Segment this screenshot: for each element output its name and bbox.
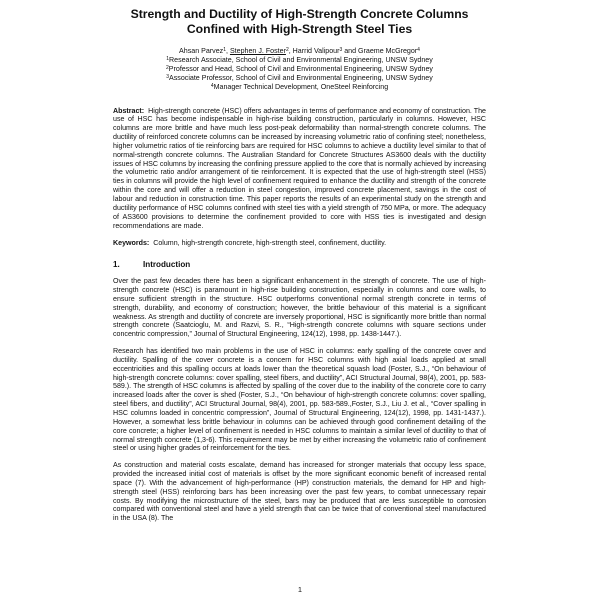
section-number: 1. (113, 260, 120, 270)
author-superscript: 2 (285, 47, 289, 53)
affiliation (113, 65, 486, 74)
affiliation-superscript: 3 (166, 73, 169, 80)
affiliation (113, 56, 486, 65)
section-title: Introduction (143, 260, 191, 270)
author-superscript: 3 (339, 47, 343, 53)
author-separator: , (288, 47, 293, 55)
author-name: Harrid Valipour (292, 47, 340, 55)
body-paragraph: Over the past few decades there has been a significant enhancement in the strength of concrete. The use of high-strength concrete (HSC) is paramount in high-rise building construction, especially in columns and core walls, to ensure sufficient strength in the structure. HSC outperforms conventional normal strength concrete in terms of strength, durability, and economy of construction; however, the brittle behaviour of this material is a significant weakness. As strength and ductility of concrete are inversely proportional, HSC is significantly more brittle than normal strength concrete (Saatcioglu, M. and Razvi, S. R., “High-strength concrete columns with square sections under concentric compression,” Journal of Structural Engineering, 124(12), 1998, pp. 1438-1447.). (113, 277, 486, 339)
section-heading (113, 260, 486, 269)
abstract (113, 107, 486, 231)
author-superscript: 4 (417, 47, 420, 53)
affiliation-text: Research Associate, School of Civil and Environmental Engineering, UNSW Sydney (169, 55, 433, 64)
affiliation-superscript: 1 (166, 55, 169, 62)
keywords (113, 239, 486, 248)
affiliation-superscript: 4 (210, 82, 214, 89)
paper-title: Strength and Ductility of High-Strength Concrete Columns Confined with High-Strength Steel Ties (130, 7, 469, 36)
author-block (113, 47, 486, 92)
author-superscript: 1 (223, 47, 226, 53)
author-name: Ahsan Parvez (179, 47, 224, 55)
abstract-label: Abstract: (113, 106, 145, 115)
author-separator: and (342, 47, 359, 55)
affiliation (113, 74, 486, 83)
author-name-presenting: Stephen J. Foster (229, 47, 286, 55)
affiliation-superscript: 2 (166, 64, 169, 71)
body-paragraph: Research has identified two main problems in the use of HSC in columns: early spalling of the concrete cover and ductility. Spalling of the cover concrete is a concern for HSC columns with high axial loads applied at small eccentricities and this spalling occurs at loads lower than the theoretical squash load (Foster, S.J., “On behaviour of high-strength concrete columns: cover spalling, steel fibers, and ductility”, ACI Structural Journal, 98(4), 2001, pp. 583-589.). The strength of HSC columns is affected by spalling of the cover due to the inability of the concrete core to carry increased loads after the cover is shed (Foster, S.J., “On behaviour of high-strength concrete columns: cover spalling, steel fibers, and ductility”, ACI Structural Journal, 98(4), 2001, pp. 583-589.,Foster, S.J., Liu J. et al., “Cover spalling in HSC columns loaded in concentric compression”, Journal of Structural Engineering, 124(12), 1998, pp. 1431-1437.). However, a somewhat less brittle behaviour in columns can be achieved through good confinement detailing of the core concrete; a higher level of confinement is needed in HSC columns to maintain a similar level of ductility to that of normal strength concrete (1,3-6). This requirement may be met by either increasing the volumetric ratio of confinement steel or using higher grades of reinforcement for the ties. (113, 347, 486, 453)
body-paragraph: As construction and material costs escalate, demand has increased for stronger materials that occupy less space, provided the increased initial cost of materials is offset by the more significant economic benefit of increased rental space (7). With the advancement of high-performance (HP) construction materials, the demand for HP and high-strength steel (HSS) reinforcing bars has been increasing over the past few years, to combat unnecessary repair costs. By modifying the microstructure of the steel, bars may be produced that are less susceptible to corrosion compared with conventional steel and have a yield strength that can be twice that of conventional steel manufactured in the USA (8). The (113, 461, 486, 523)
affiliation (113, 83, 486, 92)
affiliation-text: Professor and Head, School of Civil and Environmental Engineering, UNSW Sydney (168, 64, 433, 73)
author-line (113, 47, 486, 56)
page-number: 1 (297, 585, 303, 594)
abstract-text: High-strength concrete (HSC) offers advantages in terms of performance and economy of construction. The use of HSC has become indispensable in high-rise building construction, particularly in columns. However, HSC columns are more brittle and have much less post-peak deformability than normal-strength concrete columns. The ductility of reinforced concrete columns can be increased by increasing volumetric ratio of confining steel; nonetheless, higher volumetric ratios of tie reinforcing bars are required for HSC columns to achieve a ductility level similar to that of normal-strength concrete columns. The Australian Standard for Concrete Structures AS3600 deals with the ductility issues of HSC columns by increasing the confining pressure applied to the core that is normally achieved by increasing the volumetric ratio and/or arrangement of tie reinforcement. It is expected that the use of high-strength steel (HSS) ties in columns will provide the high level of confinement required to enhance the ductility and strength of the concrete within the core and will offer a reduction in steel congestion, improved concrete placement, savings in the cost of labour and reduction in construction time. This paper reports the results of an experimental study on the strength and ductility performance of HSC columns confined with steel ties with a yield strength of 750 MPa, or more. The adequacy of AS3600 provisions to determine the confinement provided to core with HSS ties is investigated and design recommendations are made. (113, 106, 487, 230)
author-separator: , (225, 47, 230, 55)
keywords-label: Keywords: (113, 239, 150, 248)
author-name: Graeme McGregor (358, 47, 418, 55)
affiliation-text: Manager Technical Development, OneSteel Reinforcing (213, 82, 389, 91)
keywords-text: Column, high-strength concrete, high-strength steel, confinement, ductility. (153, 239, 387, 248)
affiliation-text: Associate Professor, School of Civil and Environmental Engineering, UNSW Sydney (169, 73, 433, 82)
